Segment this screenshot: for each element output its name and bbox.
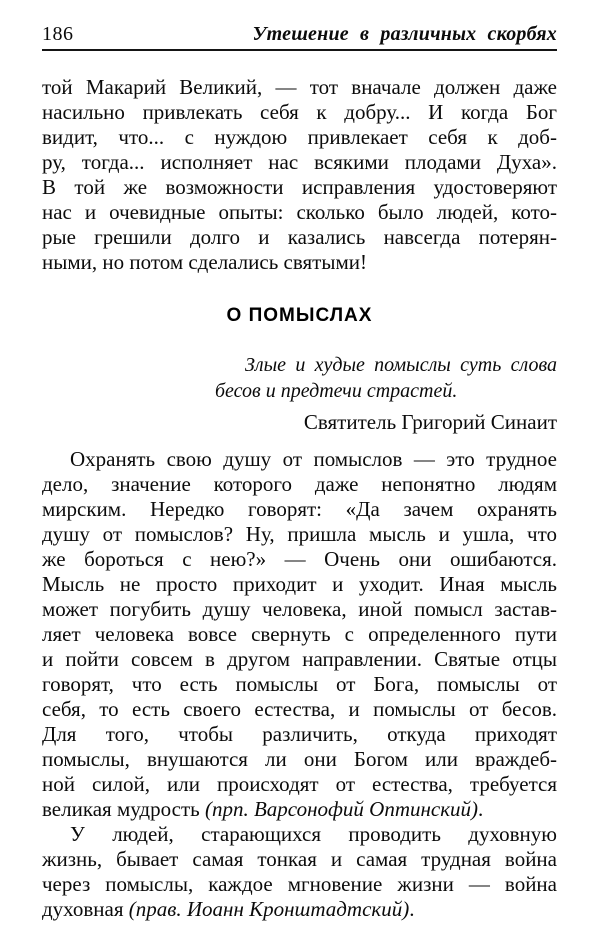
text-line — [42, 897, 557, 922]
epigraph-line: бесов и предтечи страстей. — [215, 380, 458, 402]
epigraph-attribution: Святитель Григорий Синаит — [303, 410, 557, 434]
text-line: той Макарий Великий, — тот вначале должен даже — [42, 75, 557, 99]
header-rule — [42, 49, 557, 51]
text-line: мирским. Нередко говорят: «Да зачем охранять — [42, 497, 557, 521]
italic-source-reference: (прав. Иоанн Кронштадтский) — [128, 897, 410, 921]
text-line: через помыслы, каждое мгновение жизни — война — [42, 872, 557, 896]
epigraph-line: Злые и худые помыслы суть слова — [245, 354, 557, 376]
epigraph — [215, 352, 557, 404]
text-line: рые грешили долго и казались навсегда потерян- — [42, 225, 557, 249]
text-line: же бороться с нею?» — Очень они ошибаются. — [42, 547, 557, 571]
text-line: может погубить душу человека, иной помысл застав- — [42, 597, 557, 621]
paragraph-3 — [42, 822, 557, 922]
text-line: ру, тогда... исполняет нас всякими плодами Духа». — [42, 150, 557, 174]
text-line: говорят, что есть помыслы от Бога, помыслы от — [42, 672, 557, 696]
text-segment: . — [409, 897, 415, 921]
text-line: ной силой, или происходят от естества, требуется — [42, 772, 557, 796]
text-segment: великая мудрость — [42, 797, 205, 821]
text-line: насильно привлекать себя к добру... И когда Бог — [42, 100, 557, 124]
text-line: В той же возможности исправления удостоверяют — [42, 175, 557, 199]
page-number: 186 — [42, 23, 74, 45]
text-line: душу от помыслов? Ну, пришла мысль и ушла, что — [42, 522, 557, 546]
text-line: и пойти совсем в другом направлении. Святые отцы — [42, 647, 557, 671]
page-header — [42, 22, 557, 46]
text-line: У людей, старающихся проводить духовную — [70, 822, 557, 846]
text-line: помыслы, внушаются ли они Богом или враждеб- — [42, 747, 557, 771]
section-heading: О ПОМЫСЛАХ — [226, 305, 373, 326]
text-line: Охранять свою душу от помыслов — это трудное — [70, 447, 557, 471]
text-line — [42, 797, 557, 822]
text-line: Мысль не просто приходит и уходит. Иная мысль — [42, 572, 557, 596]
italic-source-reference: (прп. Варсонофий Оптинский) — [204, 797, 479, 821]
text-segment: духовная — [42, 897, 129, 921]
text-segment: . — [478, 797, 484, 821]
running-title: Утешение в различных скорбях — [252, 23, 557, 45]
text-line: дело, значение которого даже непонятно людям — [42, 472, 557, 496]
text-line: себя, то есть своего естества, и помыслы от бесов. — [42, 697, 557, 721]
text-line: нас и очевидные опыты: сколько было людей, кото- — [42, 200, 557, 224]
page-body — [42, 75, 557, 922]
paragraph-2 — [42, 447, 557, 822]
text-line: ляет человека вовсе свернуть с определенного пути — [42, 622, 557, 646]
paragraph-1 — [42, 75, 557, 275]
text-line: видит, что... с нуждою привлекает себя к доб- — [42, 125, 557, 149]
text-line: Для того, чтобы различить, откуда приходят — [42, 722, 557, 746]
text-line: жизнь, бывает самая тонкая и самая трудная война — [42, 847, 557, 871]
text-line: ными, но потом сделались святыми! — [42, 250, 367, 274]
